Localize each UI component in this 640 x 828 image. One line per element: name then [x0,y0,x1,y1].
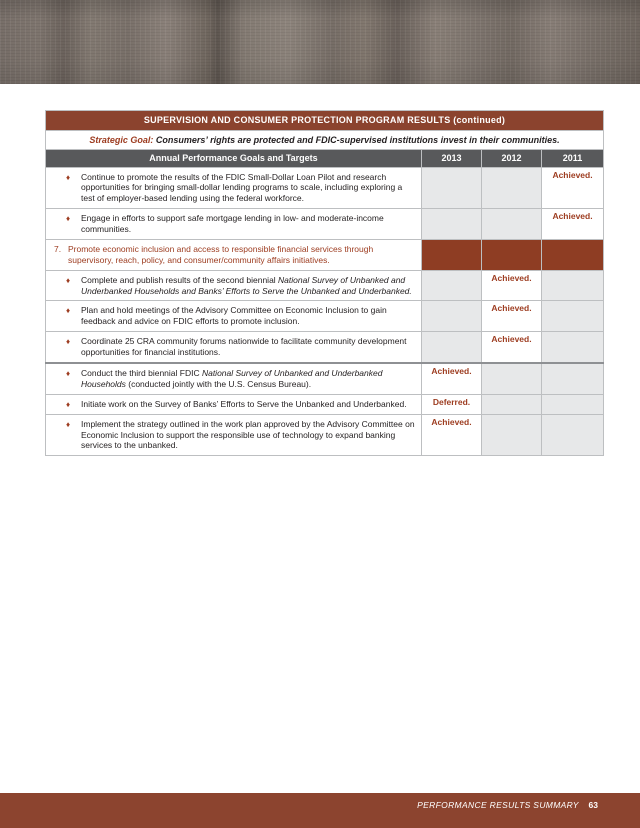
result-cell: Achieved. [482,332,542,363]
goal-text: Conduct the third biennial FDIC National Survey of Unbanked and Underbanked Households (conducted jointly with the U.S. Census Bureau). [81,367,383,389]
table-row [46,414,604,456]
header-texture-banner [0,0,640,84]
goal-cell [46,394,422,414]
table-title: SUPERVISION AND CONSUMER PROTECTION PROGRAM RESULTS (continued) [46,111,604,131]
goal-text: Coordinate 25 CRA community forums nationwide to facilitate community development opportunities for financial institutions. [81,336,407,358]
result-cell: Achieved. [422,414,482,456]
empty-cell [422,301,482,332]
table-row [46,394,604,414]
table-row [46,301,604,332]
result-cell: Achieved. [542,167,604,209]
diamond-bullet-icon: ♦ [66,337,71,347]
performance-results-table [45,110,604,456]
diamond-bullet-icon: ♦ [66,275,71,285]
empty-cell [542,301,604,332]
result-cell: Achieved. [482,270,542,301]
result-cell: Deferred. [422,394,482,414]
empty-cell [482,209,542,240]
empty-cell [422,270,482,301]
empty-cell [542,270,604,301]
strategic-goal-label: Strategic Goal: [89,134,154,145]
result-cell: Achieved. [422,363,482,394]
empty-cell [482,363,542,394]
table-row [46,209,604,240]
column-header-2011: 2011 [542,150,604,168]
diamond-bullet-icon: ♦ [66,306,71,316]
goal-text: Continue to promote the results of the FDIC Small-Dollar Loan Pilot and research opportunities for bringing small-dollar lending programs to scale, including exploring a test of employer-based lending using the federal workforce. [81,171,403,204]
goal-cell [46,414,422,456]
result-cell: Achieved. [542,209,604,240]
diamond-bullet-icon: ♦ [66,399,71,409]
table-row [46,270,604,301]
goal-cell [46,332,422,363]
result-cell: Achieved. [482,301,542,332]
goal-text: Plan and hold meetings of the Advisory Committee on Economic Inclusion to gain feedback and advice on FDIC efforts to promote inclusion. [81,305,387,327]
table-title-row [46,111,604,131]
table-row [46,239,604,270]
strategic-goal-row [46,130,604,150]
footer-page-number: 63 [588,800,598,810]
footer-section-label: PERFORMANCE RESULTS SUMMARY [417,800,579,810]
empty-cell [482,167,542,209]
empty-cell [482,414,542,456]
diamond-bullet-icon: ♦ [66,214,71,224]
goal-cell [46,239,422,270]
goal-text: Complete and publish results of the second biennial National Survey of Unbanked and Underbanked Households and Banks’ Efforts to Serve the Unbanked and Underbanked. [81,274,412,296]
filled-cell [422,239,482,270]
table-row [46,167,604,209]
page-footer [0,793,640,828]
strategic-goal [46,130,604,150]
table-row [46,332,604,363]
goal-cell [46,301,422,332]
goal-cell [46,209,422,240]
goal-cell [46,270,422,301]
goal-cell [46,363,422,394]
table-row [46,363,604,394]
strategic-goal-text: Consumers’ rights are protected and FDIC-supervised institutions invest in their communities. [155,134,560,145]
goal-text: Implement the strategy outlined in the work plan approved by the Advisory Committee on Economic Inclusion to support the responsible use of technology to expand banking services to the unbanked. [81,418,415,451]
filled-cell [542,239,604,270]
filled-cell [482,239,542,270]
column-header-goals: Annual Performance Goals and Targets [46,150,422,168]
empty-cell [542,394,604,414]
column-header-row [46,150,604,168]
goal-number: 7. [54,243,62,254]
goal-text: Engage in efforts to support safe mortgage lending in low- and moderate-income communities. [81,213,384,235]
column-header-2013: 2013 [422,150,482,168]
diamond-bullet-icon: ♦ [66,419,71,429]
diamond-bullet-icon: ♦ [66,172,71,182]
empty-cell [422,209,482,240]
empty-cell [422,332,482,363]
empty-cell [422,167,482,209]
empty-cell [542,414,604,456]
empty-cell [482,394,542,414]
goal-text: Initiate work on the Survey of Banks’ Efforts to Serve the Unbanked and Underbanked. [81,398,407,409]
goal-cell [46,167,422,209]
empty-cell [542,363,604,394]
diamond-bullet-icon: ♦ [66,368,71,378]
empty-cell [542,332,604,363]
column-header-2012: 2012 [482,150,542,168]
goal-text: Promote economic inclusion and access to responsible financial services through supervisory, reach, policy, and consumer/community affairs initiatives. [68,243,374,265]
